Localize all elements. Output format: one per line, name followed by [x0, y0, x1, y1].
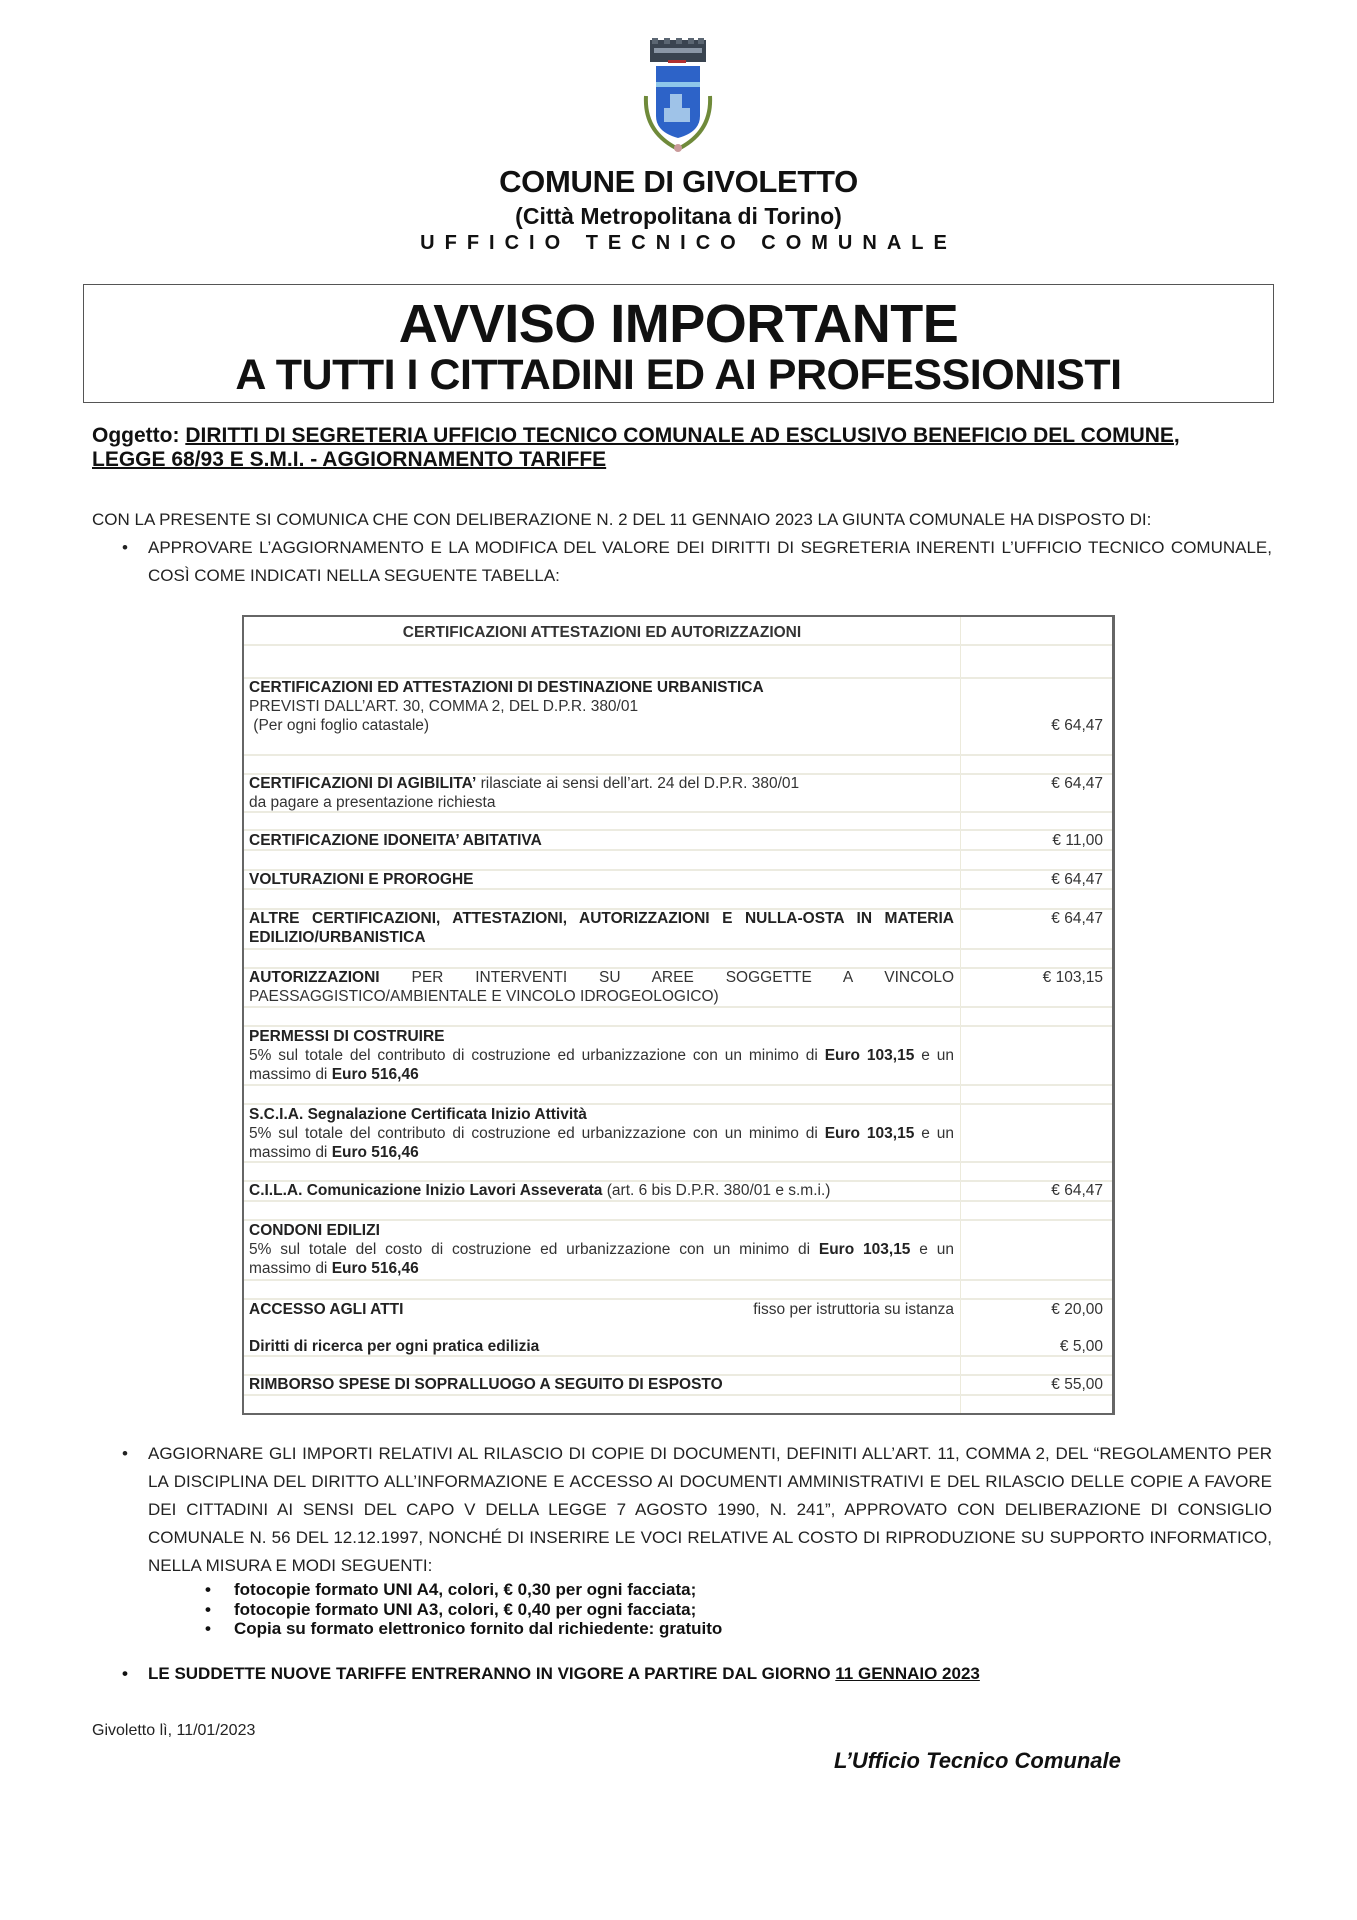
table-row: [249, 1105, 954, 1162]
notice-box: [83, 284, 1274, 403]
row-title: CERTIFICAZIONI DI AGIBILITA’: [249, 775, 477, 792]
row-title-cont: EDILIZIO/URBANISTICA: [249, 929, 426, 946]
coat-of-arms-icon: [628, 36, 728, 164]
row-detail: PER INTERVENTI SU AREE SOGGETTE A VINCOLO: [379, 969, 954, 986]
effective-date-label: LE SUDDETTE NUOVE TARIFFE ENTRERANNO IN VIGORE A PARTIRE DAL GIORNO: [148, 1664, 836, 1683]
row-title: ALTRE CERTIFICAZIONI, ATTESTAZIONI, AUTORIZZAZIONI E NULLA-OSTA IN MATERIA: [249, 910, 954, 927]
bullet-effective-date: [122, 1664, 1272, 1684]
row-title: ACCESSO AGLI ATTI: [249, 1301, 404, 1318]
row-value: € 64,47: [1051, 1182, 1103, 1199]
effective-date: 11 GENNAIO 2023: [835, 1664, 980, 1683]
bullet-icon: •: [205, 1619, 211, 1638]
bullet-effective-date-text: [148, 1664, 1272, 1684]
max-amount: Euro 516,46: [331, 1260, 419, 1277]
list-item-text: fotocopie formato UNI A3, colori, € 0,40 per ogni facciata;: [234, 1599, 697, 1619]
fee-table: [242, 615, 1115, 1415]
bullet-approve-text: APPROVARE L’AGGIORNAMENTO E LA MODIFICA DEL VALORE DEI DIRITTI DI SEGRETERIA INERENTI L’UFFICIO TECNICO COMUNALE, COSÌ COME INDICATI NELLA SEGUENTE TABELLA:: [148, 538, 1272, 585]
row-detail: e un: [914, 1047, 954, 1064]
row-value: € 103,15: [1042, 969, 1103, 986]
row-divider: [244, 1200, 1112, 1202]
row-detail: da pagare a presentazione richiesta: [249, 794, 496, 811]
row-detail: e un: [914, 1125, 954, 1142]
row-divider: [244, 1084, 1112, 1086]
subject: [92, 424, 1272, 472]
row-divider: [244, 811, 1112, 813]
row-title: PERMESSI DI COSTRUIRE: [249, 1028, 445, 1045]
table-row: [249, 678, 954, 735]
row-detail: massimo di: [249, 1260, 332, 1277]
row-value: € 64,47: [1051, 910, 1103, 927]
office-name: UFFICIO TECNICO COMUNALE: [420, 232, 957, 254]
list-item: [200, 1600, 1100, 1620]
row-title: CERTIFICAZIONE IDONEITA’ ABITATIVA: [249, 832, 542, 849]
row-divider: [244, 1006, 1112, 1008]
metropolitan-city: (Città Metropolitana di Torino): [515, 203, 842, 229]
table-row: [249, 1181, 954, 1200]
row-value: € 11,00: [1052, 832, 1103, 849]
row-title: CONDONI EDILIZI: [249, 1222, 380, 1239]
bullet-icon: •: [205, 1599, 211, 1619]
row-title: Diritti di ricerca per ogni pratica edilizia: [249, 1338, 540, 1355]
row-title: S.C.I.A. Segnalazione Certificata Inizio Attività: [249, 1106, 587, 1123]
row-divider: [244, 644, 1112, 646]
row-detail: massimo di: [249, 1066, 332, 1083]
list-item-text: Copia su formato elettronico fornito dal richiedente: gratuito: [234, 1619, 723, 1638]
row-detail: PAESSAGGISTICO/AMBIENTALE E VINCOLO IDROGEOLOGICO): [249, 988, 719, 1005]
subject-label: Oggetto:: [92, 424, 180, 447]
table-row: [249, 968, 954, 1006]
row-value: € 5,00: [1059, 1338, 1103, 1355]
signature: L’Ufficio Tecnico Comunale: [834, 1748, 1121, 1773]
row-value: € 55,00: [1051, 1376, 1103, 1393]
row-value: € 64,47: [1051, 871, 1103, 888]
table-row: [249, 1027, 954, 1084]
row-detail: 5% sul totale del contributo di costruzione ed urbanizzazione con un minimo di: [249, 1125, 825, 1142]
row-divider: [244, 1161, 1112, 1163]
row-detail: 5% sul totale del costo di costruzione ed urbanizzazione con un minimo di: [249, 1241, 819, 1258]
min-amount: Euro 103,15: [824, 1047, 915, 1064]
row-title: AUTORIZZAZIONI: [249, 969, 380, 986]
row-divider: [244, 1355, 1112, 1357]
bullet-icon: •: [122, 1664, 128, 1683]
notice-subtitle: A TUTTI I CITTADINI ED AI PROFESSIONISTI: [235, 351, 1122, 399]
row-detail: rilasciate ai sensi dell’art. 24 del D.P.R. 380/01: [476, 775, 800, 792]
row-title: CERTIFICAZIONI ED ATTESTAZIONI DI DESTINAZIONE URBANISTICA: [249, 679, 764, 696]
bullet-update-copies: [122, 1440, 1272, 1580]
list-item-text: fotocopie formato UNI A4, colori, € 0,30 per ogni facciata;: [234, 1580, 697, 1599]
bullet-icon: •: [205, 1580, 211, 1599]
max-amount: Euro 516,46: [331, 1144, 419, 1161]
table-row: [249, 774, 954, 812]
min-amount: Euro 103,15: [824, 1125, 915, 1142]
notice-title: AVVISO IMPORTANTE: [398, 294, 959, 354]
row-value: € 64,47: [1051, 775, 1103, 792]
bullet-icon: •: [122, 538, 128, 557]
row-detail: PREVISTI DALL’ART. 30, COMMA 2, DEL D.P.R. 380/01: [249, 698, 639, 715]
intro-text: CON LA PRESENTE SI COMUNICA CHE CON DELIBERAZIONE N. 2 DEL 11 GENNAIO 2023 LA GIUNTA COMUNALE HA DISPOSTO DI:: [92, 510, 1152, 529]
document-date: Givoletto lì, 11/01/2023: [92, 1722, 256, 1739]
copy-fees-list: [200, 1580, 1100, 1639]
max-amount: Euro 516,46: [331, 1066, 419, 1083]
row-value: € 64,47: [1051, 717, 1103, 734]
table-row: [249, 831, 954, 850]
table-row: [249, 870, 954, 889]
row-note: fisso per istruttoria su istanza: [753, 1301, 954, 1318]
row-divider: [244, 888, 1112, 890]
row-title: VOLTURAZIONI E PROROGHE: [249, 871, 474, 888]
bullet-icon: •: [122, 1444, 128, 1463]
row-divider: [244, 1394, 1112, 1396]
row-detail: e un: [910, 1241, 954, 1258]
subject-line-2: LEGGE 68/93 E S.M.I. - AGGIORNAMENTO TARIFFE: [92, 448, 607, 471]
row-divider: [244, 849, 1112, 851]
table-row: [249, 1300, 954, 1319]
row-detail: (Per ogni foglio catastale): [249, 717, 430, 734]
row-divider: [244, 754, 1112, 756]
bullet-update-copies-text: AGGIORNARE GLI IMPORTI RELATIVI AL RILASCIO DI COPIE DI DOCUMENTI, DEFINITI ALL’ART. 11, COMMA 2, DEL “REGOLAMENTO PER LA DISCIPLINA DEL DIRITTO ALL’INFORMAZIONE E ACCESSO AI DOCUMENTI AMMINISTRATIVI E DEL RILASCIO DELLE COPIE A FAVORE DEI CITTADINI AI SENSI DEL CAPO V DELLA LEGGE 7 AGOSTO 1990, N. 241”, APPROVATO CON DELIBERAZIONE DI CONSIGLIO COMUNALE N. 56 DEL 12.12.1997, NONCHÉ DI INSERIRE LE VOCI RELATIVE AL COSTO DI RIPRODUZIONE SU SUPPORTO INFORMATICO, NELLA MISURA E MODI SEGUENTI:: [148, 1444, 1272, 1575]
table-header: CERTIFICAZIONI ATTESTAZIONI ED AUTORIZZAZIONI: [402, 624, 802, 641]
table-row: [249, 1221, 954, 1278]
row-title: RIMBORSO SPESE DI SOPRALLUOGO A SEGUITO DI ESPOSTO: [249, 1376, 723, 1393]
row-detail: (art. 6 bis D.P.R. 380/01 e s.m.i.): [602, 1182, 831, 1199]
min-amount: Euro 103,15: [818, 1241, 911, 1258]
list-item: [200, 1580, 1100, 1600]
table-row: [249, 1337, 954, 1356]
subject-line-1: DIRITTI DI SEGRETERIA UFFICIO TECNICO COMUNALE AD ESCLUSIVO BENEFICIO DEL COMUNE,: [185, 424, 1180, 447]
row-detail: massimo di: [249, 1144, 332, 1161]
municipality-name: COMUNE DI GIVOLETTO: [499, 164, 858, 199]
bullet-approve: [122, 534, 1272, 590]
row-title: C.I.L.A. Comunicazione Inizio Lavori Asseverata: [249, 1182, 603, 1199]
table-row: [249, 909, 954, 947]
column-divider: [960, 617, 961, 1413]
row-detail: 5% sul totale del contributo di costruzione ed urbanizzazione con un minimo di: [249, 1047, 825, 1064]
list-item: [200, 1619, 1100, 1639]
row-divider: [244, 948, 1112, 950]
row-value: € 20,00: [1051, 1301, 1103, 1318]
row-divider: [244, 1279, 1112, 1281]
table-row: [249, 1375, 954, 1394]
